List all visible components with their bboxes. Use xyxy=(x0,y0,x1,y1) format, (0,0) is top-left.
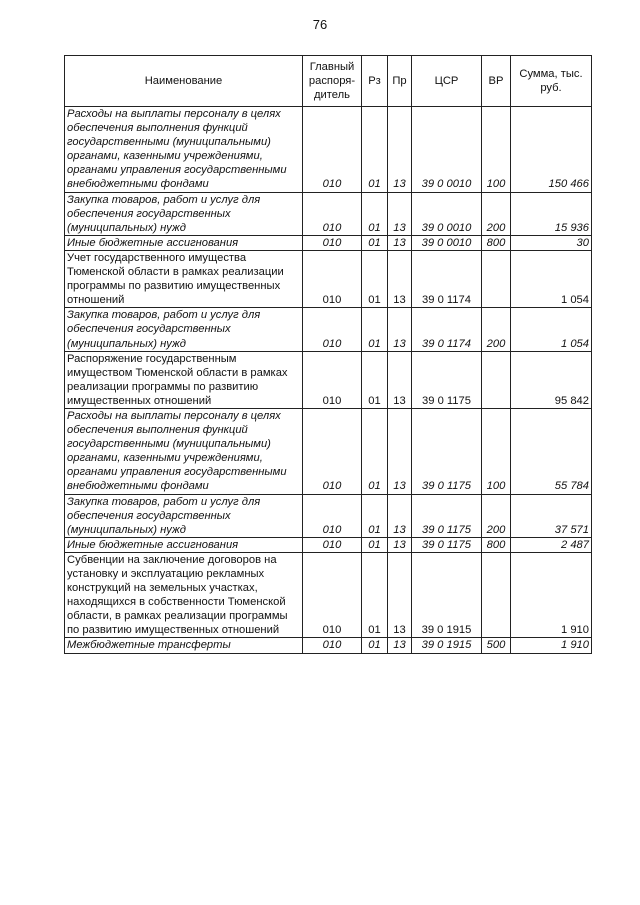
cell-name: Закупка товаров, работ и услуг для обеспечения государственных (муниципальных) нужд xyxy=(65,192,303,235)
cell-csr: 39 0 1915 xyxy=(412,552,482,638)
cell-rz: 01 xyxy=(362,351,388,408)
cell-manager: 010 xyxy=(303,351,362,408)
cell-manager: 010 xyxy=(303,308,362,351)
cell-vr: 200 xyxy=(482,192,511,235)
cell-sum: 1 054 xyxy=(511,250,592,307)
header-csr: ЦСР xyxy=(412,56,482,107)
cell-manager: 010 xyxy=(303,638,362,653)
cell-csr: 39 0 0010 xyxy=(412,192,482,235)
cell-vr: 100 xyxy=(482,107,511,193)
cell-sum: 95 842 xyxy=(511,351,592,408)
cell-sum: 150 466 xyxy=(511,107,592,193)
cell-vr: 200 xyxy=(482,308,511,351)
cell-sum: 55 784 xyxy=(511,408,592,494)
cell-pr: 13 xyxy=(388,638,412,653)
cell-vr: 800 xyxy=(482,537,511,552)
cell-pr: 13 xyxy=(388,250,412,307)
cell-pr: 13 xyxy=(388,235,412,250)
cell-manager: 010 xyxy=(303,250,362,307)
cell-pr: 13 xyxy=(388,308,412,351)
cell-csr: 39 0 1175 xyxy=(412,408,482,494)
cell-manager: 010 xyxy=(303,235,362,250)
table-body xyxy=(65,107,592,654)
table-header-row xyxy=(65,56,592,107)
cell-manager: 010 xyxy=(303,552,362,638)
cell-rz: 01 xyxy=(362,638,388,653)
cell-name: Закупка товаров, работ и услуг для обеспечения государственных (муниципальных) нужд xyxy=(65,308,303,351)
cell-csr: 39 0 1915 xyxy=(412,638,482,653)
cell-csr: 39 0 0010 xyxy=(412,235,482,250)
cell-manager: 010 xyxy=(303,494,362,537)
header-vr: ВР xyxy=(482,56,511,107)
cell-rz: 01 xyxy=(362,107,388,193)
cell-vr: 100 xyxy=(482,408,511,494)
cell-manager: 010 xyxy=(303,107,362,193)
page-number: 76 xyxy=(312,17,328,32)
cell-pr: 13 xyxy=(388,192,412,235)
table-row xyxy=(65,351,592,408)
cell-rz: 01 xyxy=(362,192,388,235)
cell-rz: 01 xyxy=(362,308,388,351)
cell-pr: 13 xyxy=(388,408,412,494)
cell-sum: 1 910 xyxy=(511,552,592,638)
cell-manager: 010 xyxy=(303,192,362,235)
header-name: Наименование xyxy=(65,56,303,107)
header-pr: Пр xyxy=(388,56,412,107)
cell-rz: 01 xyxy=(362,408,388,494)
cell-name: Расходы на выплаты персоналу в целях обеспечения выполнения функций государственными (муниципальными) органами, казенными учреждениями, органами управления государственными внебюджетными фондами xyxy=(65,408,303,494)
cell-vr: 500 xyxy=(482,638,511,653)
cell-sum: 1 054 xyxy=(511,308,592,351)
table-row xyxy=(65,250,592,307)
table-row xyxy=(65,408,592,494)
cell-name: Межбюджетные трансферты xyxy=(65,638,303,653)
cell-name: Расходы на выплаты персоналу в целях обеспечения выполнения функций государственными (муниципальными) органами, казенными учреждениями, органами управления государственными внебюджетными фондами xyxy=(65,107,303,193)
cell-rz: 01 xyxy=(362,552,388,638)
cell-sum: 30 xyxy=(511,235,592,250)
cell-vr xyxy=(482,351,511,408)
table-row xyxy=(65,537,592,552)
cell-pr: 13 xyxy=(388,537,412,552)
cell-sum: 1 910 xyxy=(511,638,592,653)
cell-rz: 01 xyxy=(362,537,388,552)
table-row xyxy=(65,552,592,638)
cell-name: Иные бюджетные ассигнования xyxy=(65,235,303,250)
table-row xyxy=(65,235,592,250)
header-manager: Главный распоря-дитель xyxy=(303,56,362,107)
cell-manager: 010 xyxy=(303,408,362,494)
header-rz: Рз xyxy=(362,56,388,107)
cell-sum: 37 571 xyxy=(511,494,592,537)
cell-vr xyxy=(482,250,511,307)
cell-csr: 39 0 1175 xyxy=(412,537,482,552)
cell-sum: 15 936 xyxy=(511,192,592,235)
cell-vr: 800 xyxy=(482,235,511,250)
table-row xyxy=(65,192,592,235)
cell-sum: 2 487 xyxy=(511,537,592,552)
cell-name: Распоряжение государственным имуществом Тюменской области в рамках реализации программы по развитию имущественных отношений xyxy=(65,351,303,408)
cell-csr: 39 0 1174 xyxy=(412,308,482,351)
cell-manager: 010 xyxy=(303,537,362,552)
table-row xyxy=(65,494,592,537)
cell-pr: 13 xyxy=(388,494,412,537)
cell-rz: 01 xyxy=(362,235,388,250)
cell-pr: 13 xyxy=(388,351,412,408)
table-row xyxy=(65,107,592,193)
table-row xyxy=(65,638,592,653)
header-sum: Сумма, тыс. руб. xyxy=(511,56,592,107)
cell-name: Учет государственного имущества Тюменской области в рамках реализации программы по развитию имущественных отношений xyxy=(65,250,303,307)
cell-name: Закупка товаров, работ и услуг для обеспечения государственных (муниципальных) нужд xyxy=(65,494,303,537)
cell-rz: 01 xyxy=(362,250,388,307)
cell-csr: 39 0 1175 xyxy=(412,494,482,537)
cell-pr: 13 xyxy=(388,107,412,193)
cell-name: Субвенции на заключение договоров на установку и эксплуатацию рекламных конструкций на земельных участках, находящихся в собственности Тюменской области, в рамках реализации программы по развитию имущественных отношений xyxy=(65,552,303,638)
cell-rz: 01 xyxy=(362,494,388,537)
cell-pr: 13 xyxy=(388,552,412,638)
cell-vr xyxy=(482,552,511,638)
table-row xyxy=(65,308,592,351)
cell-csr: 39 0 1174 xyxy=(412,250,482,307)
budget-table xyxy=(64,55,592,654)
cell-vr: 200 xyxy=(482,494,511,537)
cell-name: Иные бюджетные ассигнования xyxy=(65,537,303,552)
cell-csr: 39 0 0010 xyxy=(412,107,482,193)
cell-csr: 39 0 1175 xyxy=(412,351,482,408)
